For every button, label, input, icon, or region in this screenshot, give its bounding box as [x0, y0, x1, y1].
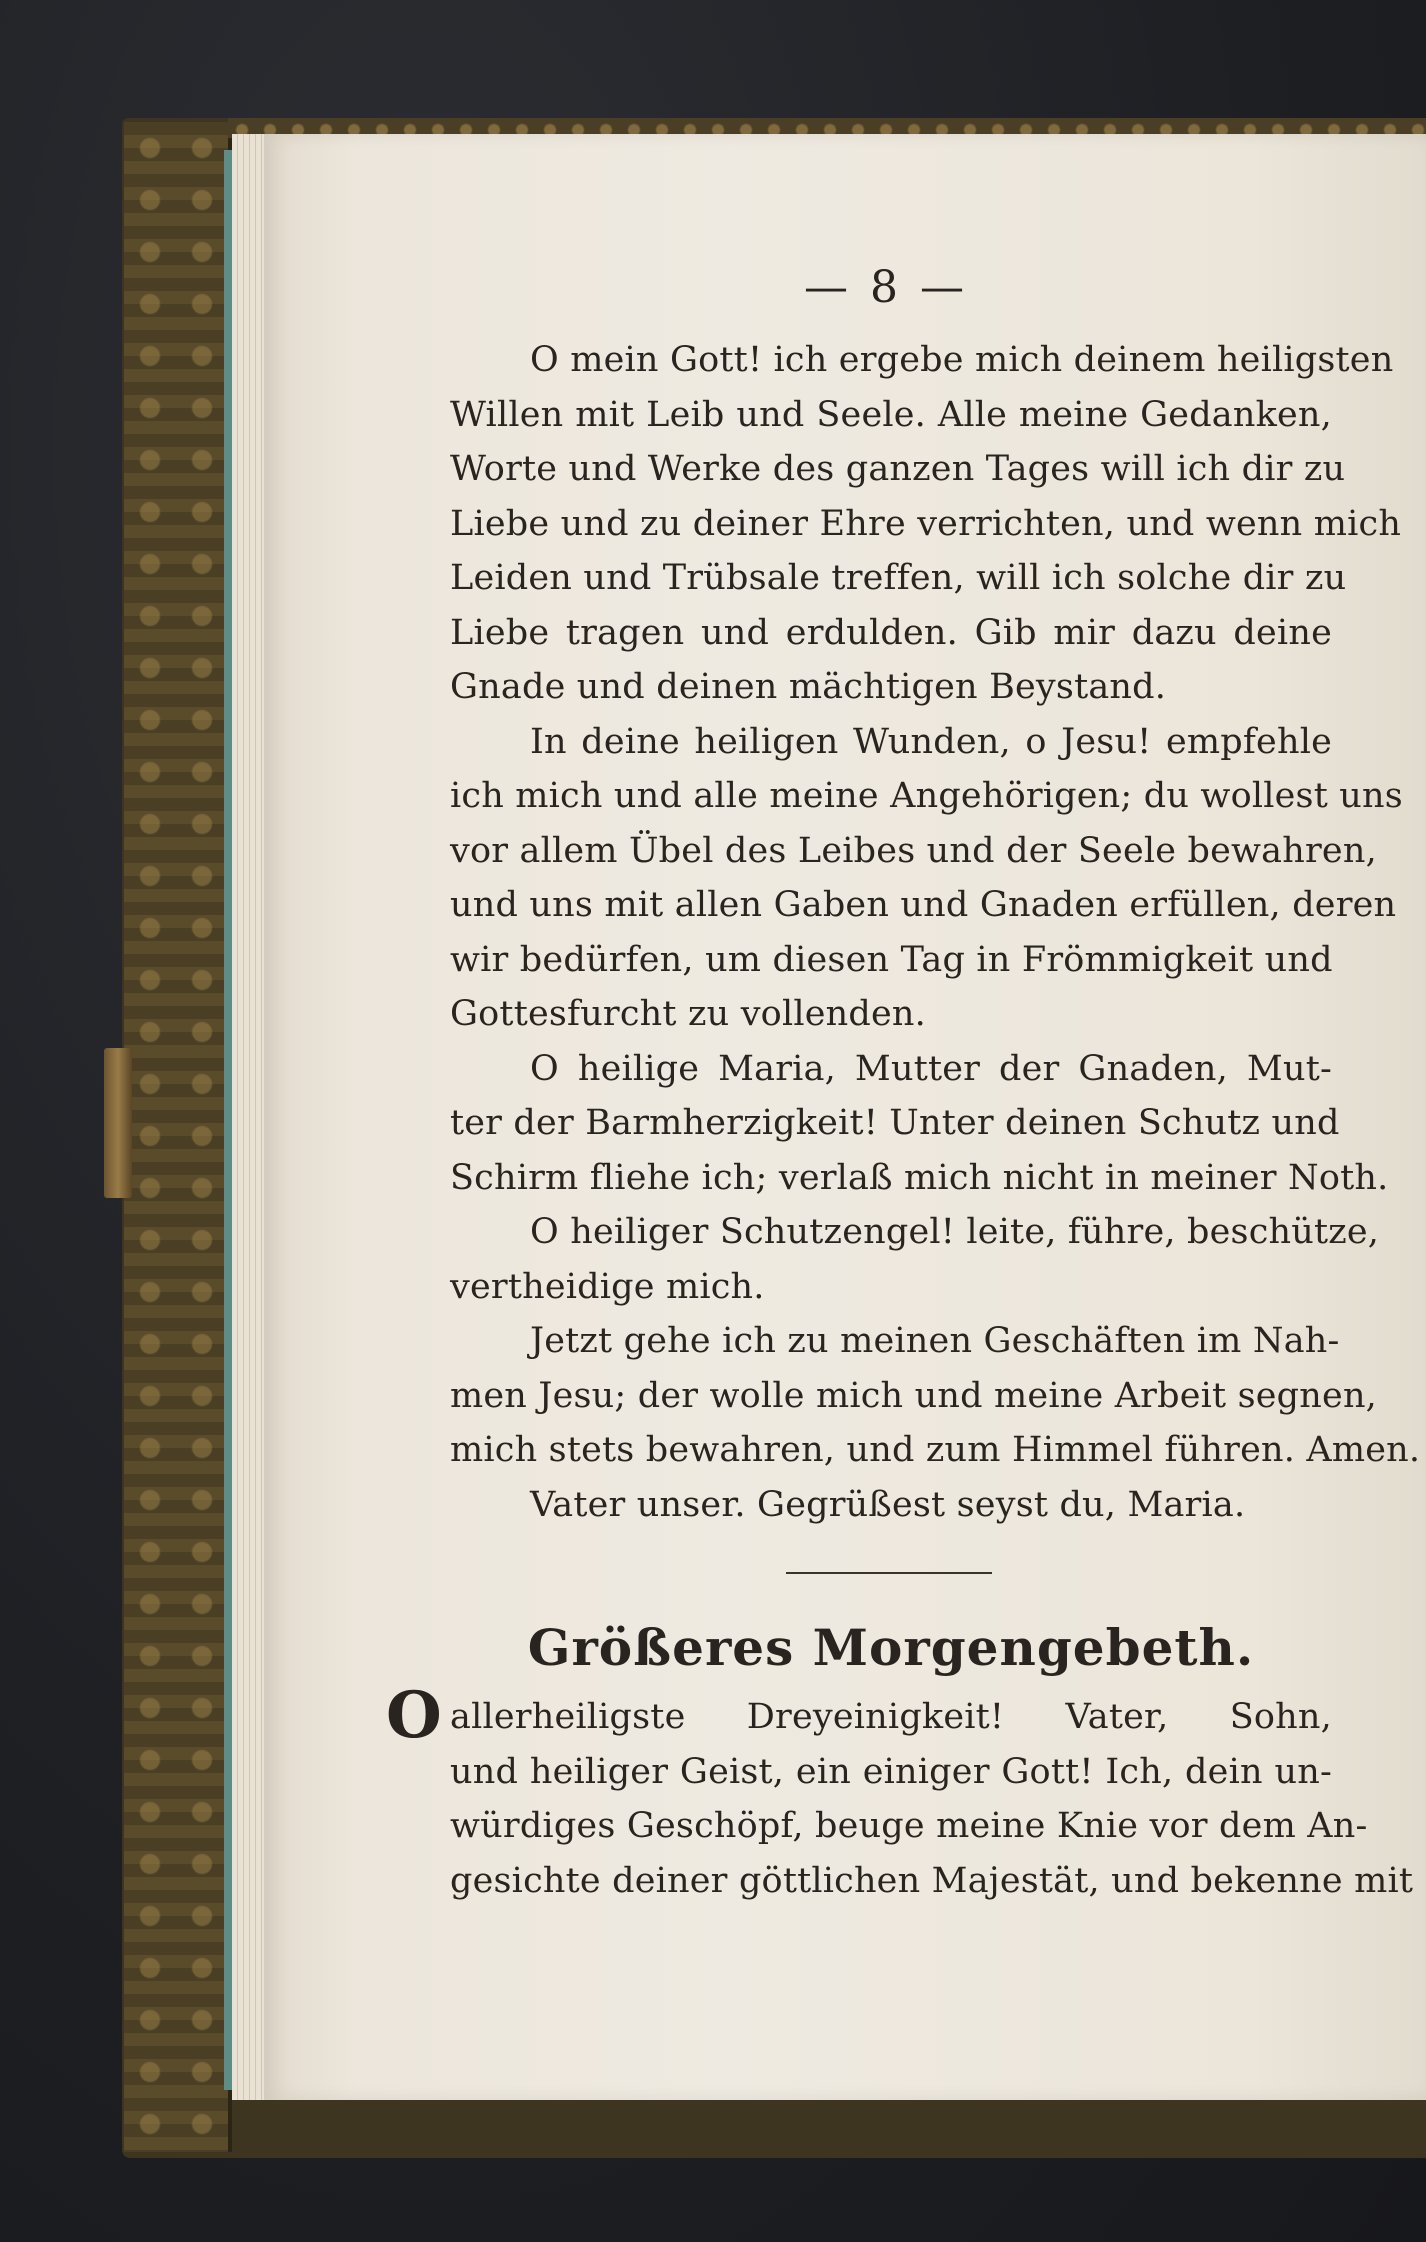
text-line: men Jesu; der wolle mich und meine Arbeit segnen,: [450, 1375, 1378, 1416]
dropcap-line: [386, 1678, 1332, 1753]
text-line: vertheidige mich.: [450, 1266, 765, 1307]
text-line: O heiliger Schutzengel! leite, führe, beschütze,: [530, 1212, 1380, 1252]
text-line: Leiden und Trübsale treffen, will ich solche dir zu: [450, 558, 1347, 598]
text-line: In deine heiligen Wunden, o Jesu! empfehle: [530, 721, 1332, 762]
teal-endpaper-edge: [224, 150, 232, 2090]
page-text-block: [386, 262, 1421, 1908]
paragraph-4: [450, 1205, 1380, 1314]
section-heading: Größeres Morgengebeth.: [527, 1618, 1255, 1677]
text-line: Worte und Werke des ganzen Tages will ich dir zu: [450, 449, 1346, 489]
text-line: O mein Gott! ich ergebe mich deinem heiligsten: [530, 340, 1394, 380]
decorated-book-edge: [124, 122, 232, 2152]
text-line: Gottesfurcht zu vollenden.: [450, 994, 926, 1034]
paragraph-2: [450, 715, 1403, 1042]
text-line: ich mich und alle meine Angehörigen; du wollest uns: [450, 776, 1403, 816]
paragraph-3: [450, 1042, 1389, 1206]
text-line: Gnade und deinen mächtigen Beystand.: [450, 667, 1167, 707]
text-line: Schirm fliehe ich; verlaß mich nicht in meiner Noth.: [450, 1157, 1389, 1198]
text-line: Liebe und zu deiner Ehre verrichten, und wenn mich: [450, 503, 1402, 544]
paragraph-6: [450, 1478, 1332, 1533]
text-line: vor allem Übel des Leibes und der Seele bewahren,: [450, 830, 1377, 871]
text-line: wir bedürfen, um diesen Tag in Frömmigkeit und: [450, 939, 1333, 980]
drop-cap: O: [386, 1678, 442, 1753]
section-divider: [450, 1532, 1332, 1612]
text-line: Liebe tragen und erdulden. Gib mir dazu deine: [450, 612, 1332, 653]
text-line: O heilige Maria, Mutter der Gnaden, Mut-: [530, 1048, 1332, 1089]
book-clasp: [104, 1048, 132, 1198]
text-line: Jetzt gehe ich zu meinen Geschäften im Nah-: [530, 1321, 1340, 1361]
text-line: Willen mit Leib und Seele. Alle meine Gedanken,: [450, 394, 1332, 435]
paragraph-5: [450, 1314, 1421, 1478]
text-line: würdiges Geschöpf, beuge meine Knie vor dem An-: [450, 1806, 1368, 1846]
page-number: — 8 —: [804, 262, 968, 313]
section-paragraph: [386, 1678, 1414, 1908]
text-line: und heiliger Geist, ein einiger Gott! Ich, dein un-: [450, 1751, 1332, 1792]
text-line: und uns mit allen Gaben und Gnaden erfüllen, deren: [450, 885, 1397, 925]
text-line: ter der Barmherzigkeit! Unter deinen Schutz und: [450, 1103, 1340, 1143]
divider-rule: [786, 1572, 992, 1574]
text-line: allerheiligste Dreyeinigkeit! Vater, Sohn,: [450, 1697, 1332, 1737]
text-line: mich stets bewahren, und zum Himmel führen. Amen.: [450, 1430, 1421, 1470]
text-line: gesichte deiner göttlichen Majestät, und bekenne mit: [450, 1860, 1414, 1901]
paragraph-1: [450, 333, 1402, 715]
text-line: Vater unser. Gegrüßest seyst du, Maria.: [530, 1484, 1246, 1525]
